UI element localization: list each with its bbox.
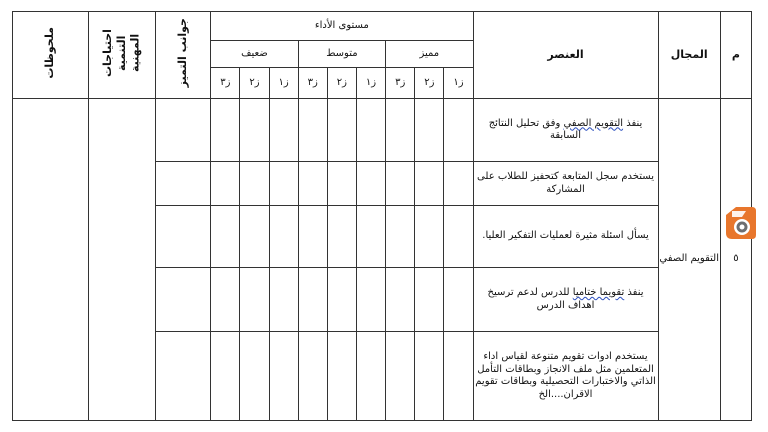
rating-cell[interactable] xyxy=(444,268,473,332)
sub-col-header: ز٢ xyxy=(327,68,356,99)
sub-col-header: ز١ xyxy=(444,68,473,99)
rating-cell[interactable] xyxy=(298,206,327,268)
element-item: يستخدم ادوات تقويم متنوعة لقياس اداء المتعلمين مثل ملف الانجاز وبطاقات التأمل الذاتي والاختبارات التحصيلية وبطاقات تقويم الاقران....الخ xyxy=(473,332,658,421)
sub-col-header: ز٢ xyxy=(415,68,444,99)
rating-cell[interactable] xyxy=(327,268,356,332)
rating-cell[interactable] xyxy=(211,206,240,268)
rating-cell[interactable] xyxy=(211,162,240,206)
needs-cell[interactable] xyxy=(88,99,155,421)
element-header: العنصر xyxy=(473,12,658,99)
rating-cell[interactable] xyxy=(327,332,356,421)
sub-col-header: ز٣ xyxy=(386,68,415,99)
rating-cell[interactable] xyxy=(415,268,444,332)
rating-cell[interactable] xyxy=(386,268,415,332)
rating-cell[interactable] xyxy=(444,332,473,421)
camera-logo-icon xyxy=(722,201,758,241)
sub-col-header: ز٣ xyxy=(298,68,327,99)
rating-cell[interactable] xyxy=(356,162,385,206)
needs-header: احتياجات التنمية المهنية xyxy=(88,12,155,99)
strengths-cell[interactable] xyxy=(155,332,210,421)
rating-cell[interactable] xyxy=(356,268,385,332)
rating-cell[interactable] xyxy=(240,99,269,162)
level-average: متوسط xyxy=(298,41,385,68)
rating-cell[interactable] xyxy=(444,99,473,162)
row-number: ٥ xyxy=(720,99,751,421)
sub-col-header: ز١ xyxy=(269,68,298,99)
rating-cell[interactable] xyxy=(298,268,327,332)
rating-cell[interactable] xyxy=(211,99,240,162)
performance-level-header: مستوى الأداء xyxy=(211,12,473,41)
strengths-header: جوانب التميز xyxy=(155,12,210,99)
rating-cell[interactable] xyxy=(415,99,444,162)
element-item: ينفذ التقويم الصفي وفق تحليل النتائج السابقة xyxy=(473,99,658,162)
element-item: يسأل اسئلة مثيرة لعمليات التفكير العليا. xyxy=(473,206,658,268)
sub-col-header: ز٣ xyxy=(211,68,240,99)
rating-cell[interactable] xyxy=(298,332,327,421)
strengths-cell[interactable] xyxy=(155,99,210,162)
rating-cell[interactable] xyxy=(386,332,415,421)
rating-cell[interactable] xyxy=(240,162,269,206)
rating-cell[interactable] xyxy=(269,206,298,268)
strengths-cell[interactable] xyxy=(155,206,210,268)
element-item: ينفذ تقويما ختاميا للدرس لدعم ترسيخ اهداف الدرس xyxy=(473,268,658,332)
rating-cell[interactable] xyxy=(444,206,473,268)
rating-cell[interactable] xyxy=(415,162,444,206)
sub-col-header: ز١ xyxy=(356,68,385,99)
evaluation-table xyxy=(12,11,752,421)
rating-cell[interactable] xyxy=(356,332,385,421)
rating-cell[interactable] xyxy=(211,332,240,421)
rating-cell[interactable] xyxy=(444,162,473,206)
rating-cell[interactable] xyxy=(211,268,240,332)
rating-cell[interactable] xyxy=(240,268,269,332)
strengths-cell[interactable] xyxy=(155,268,210,332)
rating-cell[interactable] xyxy=(386,162,415,206)
rating-cell[interactable] xyxy=(269,332,298,421)
level-weak: ضعيف xyxy=(211,41,298,68)
rating-cell[interactable] xyxy=(327,99,356,162)
notes-cell[interactable] xyxy=(13,99,89,421)
sub-col-header: ز٢ xyxy=(240,68,269,99)
rating-cell[interactable] xyxy=(269,162,298,206)
rating-cell[interactable] xyxy=(356,99,385,162)
rating-cell[interactable] xyxy=(269,268,298,332)
element-item: يستخدم سجل المتابعة كتحفيز للطلاب على المشاركة xyxy=(473,162,658,206)
rating-cell[interactable] xyxy=(415,206,444,268)
rating-cell[interactable] xyxy=(298,162,327,206)
rating-cell[interactable] xyxy=(240,332,269,421)
rating-cell[interactable] xyxy=(356,206,385,268)
num-header: م xyxy=(720,12,751,99)
level-excellent: مميز xyxy=(386,41,473,68)
rating-cell[interactable] xyxy=(298,99,327,162)
domain-header: المجال xyxy=(658,12,720,99)
domain-cell: التقويم الصفي xyxy=(658,99,720,421)
rating-cell[interactable] xyxy=(327,162,356,206)
strengths-cell[interactable] xyxy=(155,162,210,206)
rating-cell[interactable] xyxy=(327,206,356,268)
rating-cell[interactable] xyxy=(269,99,298,162)
rating-cell[interactable] xyxy=(415,332,444,421)
rating-cell[interactable] xyxy=(240,206,269,268)
rating-cell[interactable] xyxy=(386,99,415,162)
rating-cell[interactable] xyxy=(386,206,415,268)
notes-header: ملحوظات xyxy=(13,12,89,99)
